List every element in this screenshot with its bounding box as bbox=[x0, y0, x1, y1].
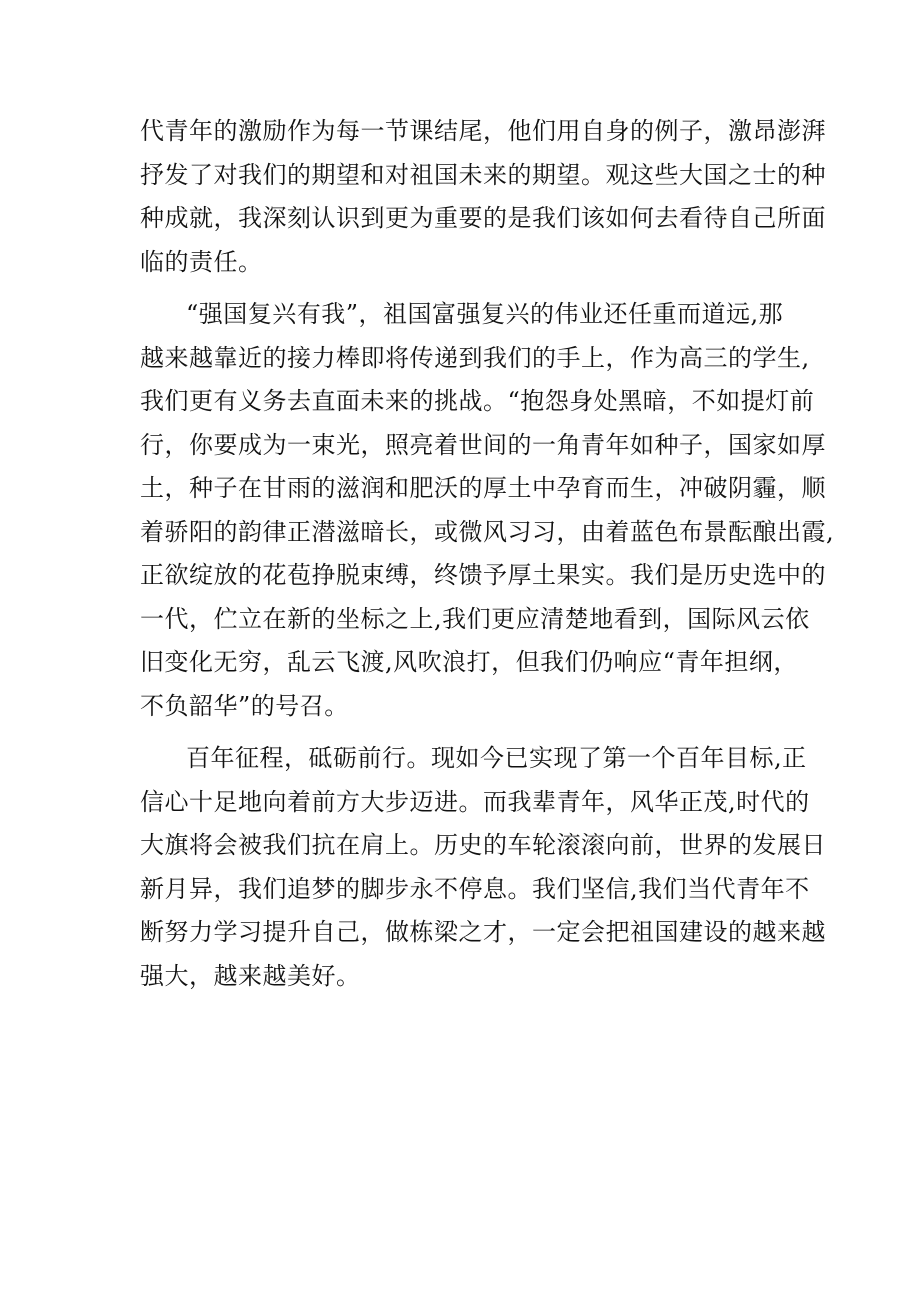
text-line: 正欲绽放的花苞挣脱束缚，终馈予厚土果实。我们是历史选中的 bbox=[140, 561, 826, 589]
text-line: 信心十足地向着前方大步迈进。而我辈青年，风华正茂,时代的 bbox=[140, 787, 810, 816]
paragraph-3 bbox=[140, 737, 826, 998]
text-line: 百年征程，砥砺前行。现如今已实现了第一个百年目标,正 bbox=[186, 744, 807, 772]
text-line: 强大，越来越美好。 bbox=[140, 961, 361, 990]
text-line: 大旗将会被我们抗在肩上。历史的车轮滚滚向前，世界的发展日 bbox=[140, 831, 826, 859]
text-line: 越来越靠近的接力棒即将传递到我们的手上，作为高三的学生, bbox=[140, 343, 810, 372]
text-line: 新月异，我们追梦的脚步永不停息。我们坚信,我们当代青年不 bbox=[140, 874, 810, 903]
text-line: 代青年的激励作为每一节课结尾，他们用自身的例子，激昂澎湃 bbox=[140, 117, 826, 145]
text-line: 我们更有义务去直面未来的挑战。“抱怨身处黑暗，不如提灯前 bbox=[140, 387, 815, 415]
text-line: 种成就，我深刻认识到更为重要的是我们该如何去看待自己所面 bbox=[140, 204, 826, 232]
paragraph-1 bbox=[140, 110, 826, 284]
text-line: 临的责任。 bbox=[140, 247, 263, 276]
text-line: 一代，伫立在新的坐标之上,我们更应清楚地看到，国际风云依 bbox=[140, 604, 810, 633]
text-line: 不负韶华”的号召。 bbox=[140, 691, 349, 720]
paragraph-spacer bbox=[140, 728, 790, 737]
text-line: 土，种子在甘雨的滋润和肥沃的厚土中孕育而生，冲破阴霾，顺 bbox=[140, 474, 826, 502]
text-line: 行，你要成为一束光，照亮着世间的一角青年如种子，国家如厚 bbox=[140, 430, 826, 459]
text-line: 着骄阳的韵律正潜滋暗长，或微风习习，由着蓝色布景酝酿出霞, bbox=[140, 517, 835, 546]
document-body bbox=[140, 110, 835, 998]
text-line: 抒发了对我们的期望和对祖国未来的期望。观这些大国之士的种 bbox=[140, 160, 826, 189]
paragraph-spacer bbox=[140, 284, 790, 293]
paragraph-2 bbox=[140, 293, 835, 728]
text-line: “强国复兴有我”，祖国富强复兴的伟业还任重而道远,那 bbox=[186, 300, 784, 328]
text-line: 断努力学习提升自己，做栋梁之才，一定会把祖国建设的越来越 bbox=[140, 918, 826, 946]
text-line: 旧变化无穷，乱云飞渡,风吹浪打，但我们仍响应“青年担纲， bbox=[140, 648, 798, 676]
